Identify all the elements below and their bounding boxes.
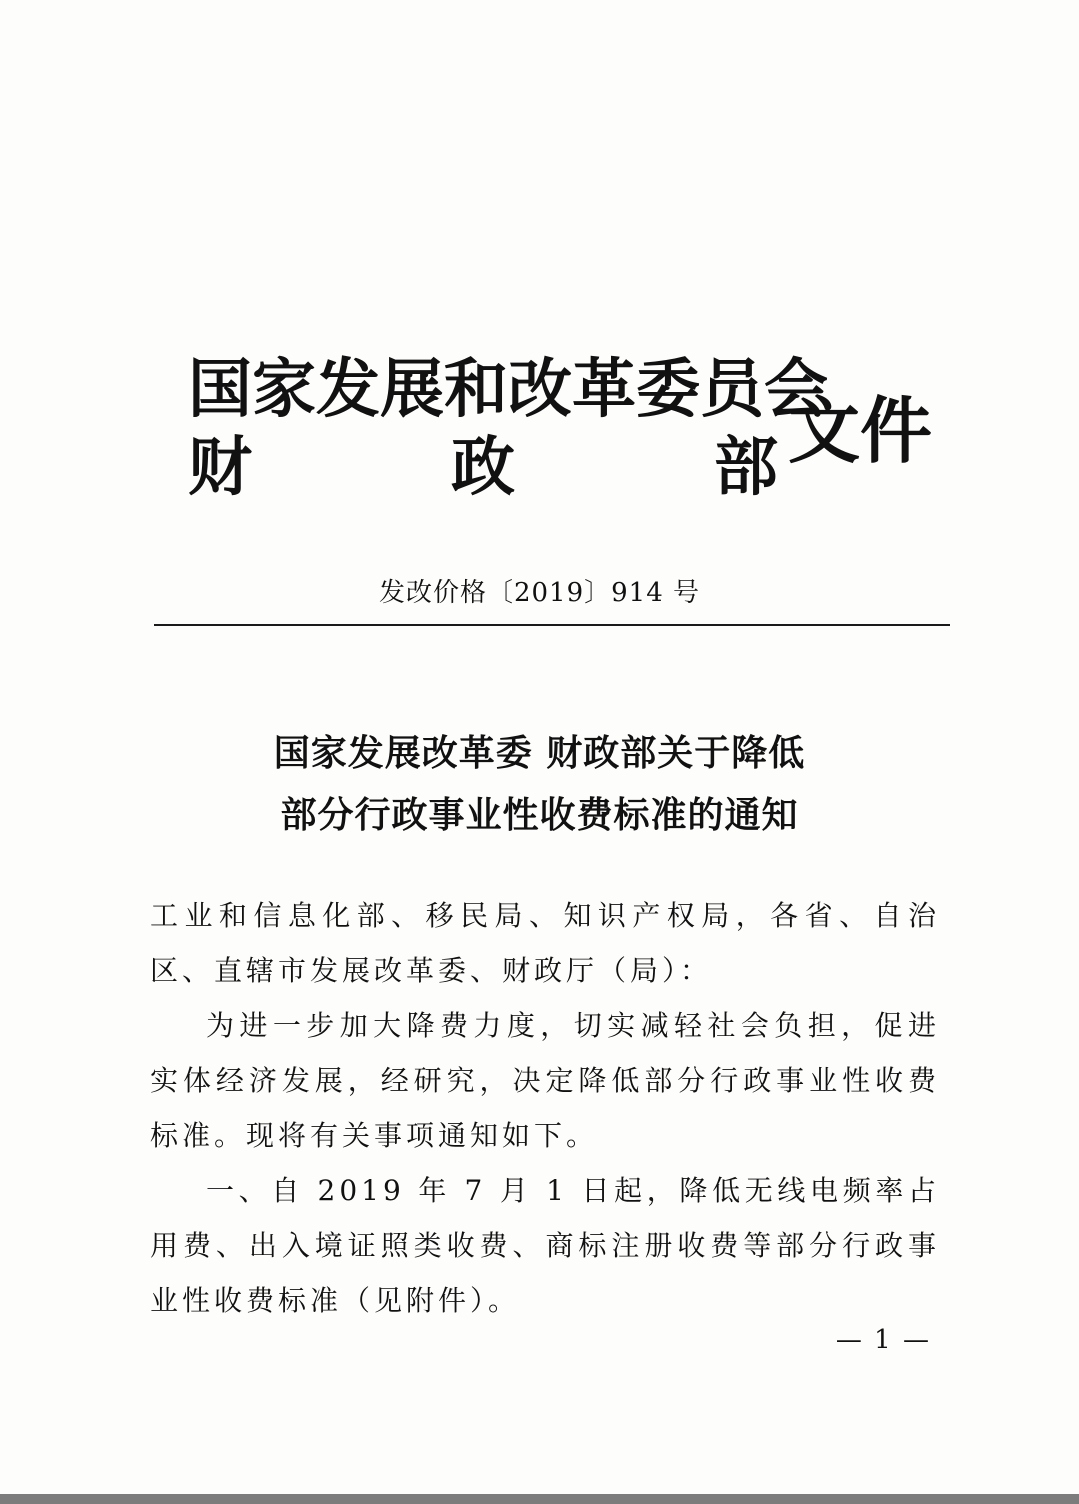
issuer-char: 政 (451, 430, 515, 505)
bottom-edge-bar (0, 1494, 1079, 1504)
issuer-header (188, 350, 948, 510)
body-paragraph: 一、自 2019 年 7 月 1 日起，降低无线电频率占用费、出入境证照类收费、商标注册收费等部分行政事业性收费标准（见附件）。 (150, 1174, 940, 1317)
issuer-suffix: 文件 (788, 388, 933, 473)
header-divider (154, 624, 950, 626)
page-number: — 1 — (835, 1325, 931, 1355)
document-title (0, 722, 1079, 846)
document-number: 发改价格〔2019〕914 号 (378, 578, 701, 608)
addressee-paragraph: 工业和信息化部、移民局、知识产权局，各省、自治区、直辖市发展改革委、财政厅（局）： (150, 899, 940, 987)
title-line: 国家发展改革委 财政部关于降低 (273, 732, 806, 774)
body-paragraph: 为进一步加大降费力度，切实减轻社会负担，促进实体经济发展，经研究，决定降低部分行政事业性收费标准。现将有关事项通知如下。 (150, 1009, 940, 1152)
issuer-char: 财 (188, 430, 252, 505)
document-body (150, 888, 940, 1328)
title-line: 部分行政事业性收费标准的通知 (280, 794, 799, 836)
issuer-name-ndrc: 国家发展和改革委员会 (188, 352, 828, 427)
issuer-name-mof (188, 428, 778, 508)
issuer-char: 部 (714, 430, 778, 505)
